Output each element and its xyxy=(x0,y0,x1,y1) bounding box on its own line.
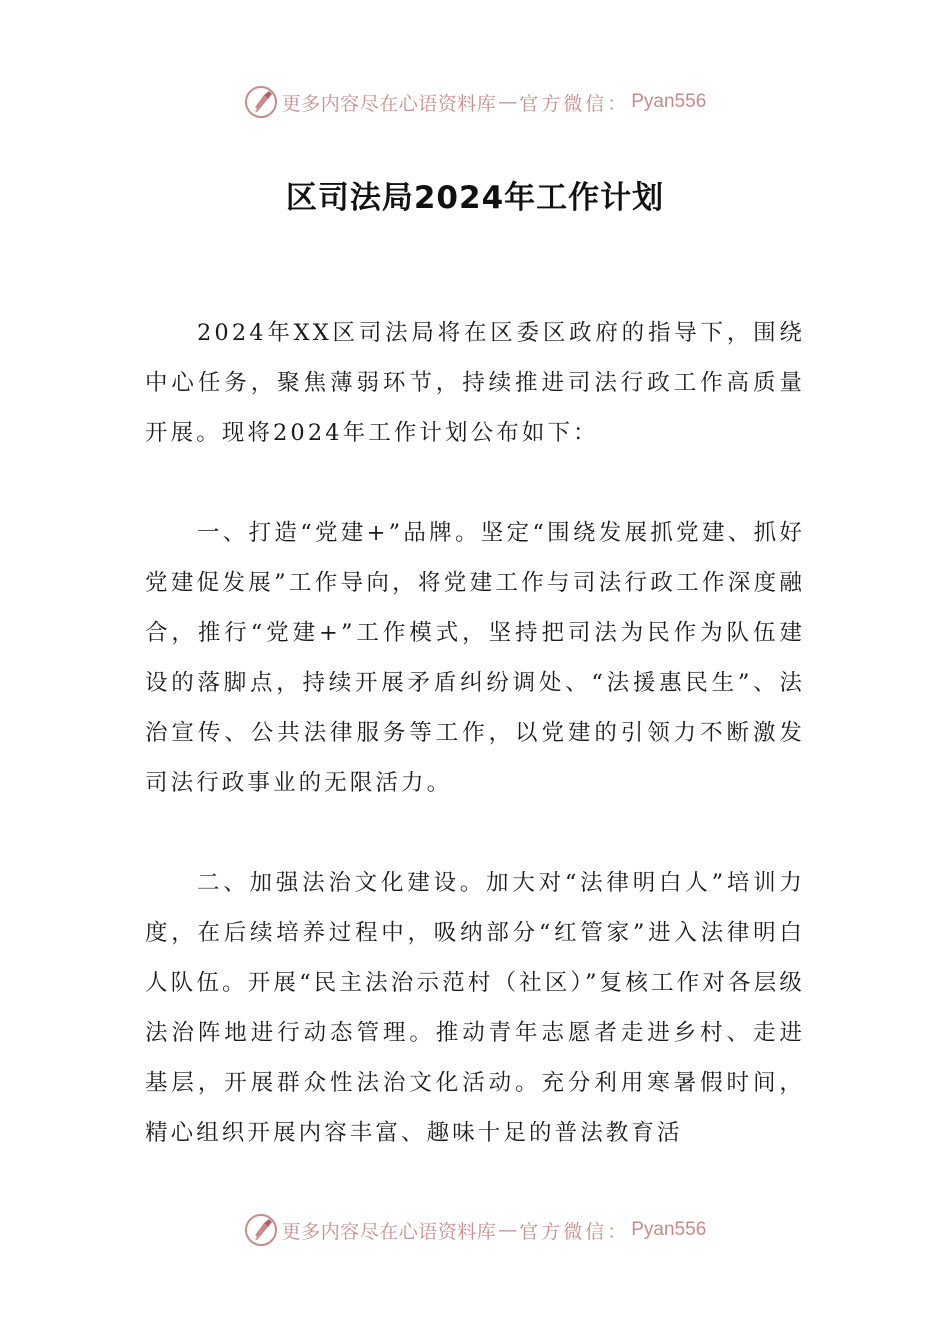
banner-text: 更多内容尽在心语资料库 xyxy=(281,92,497,115)
banner-separator: — xyxy=(498,1219,518,1241)
banner-wechat-id: Pyan556 xyxy=(631,91,707,112)
paragraph-legal-culture: 二、加强法治文化建设。加大对“法律明白人”培训力度，在后续培养过程中，吸纳部分“红管家”进入法律明白人队伍。开展“民主法治示范村（社区）”复核工作对各层级法治阵地进行动态管理。推动青年志愿者走进乡村、走进基层，开展群众性法治文化活动。充分利用寒暑假时间，精心组织开展内容丰富、趣味十足的普法教育活 xyxy=(145,870,805,1146)
paragraph-intro: 2024年XX区司法局将在区委区政府的指导下，围绕中心任务，聚焦薄弱环节，持续推进司法行政工作高质量开展。现将2024年工作计划公布如下： xyxy=(145,320,805,446)
banner-wechat-id: Pyan556 xyxy=(631,1219,707,1240)
banner-separator: — xyxy=(498,91,518,113)
banner-tag: 官方微信： xyxy=(519,92,630,115)
document-title: 区司法局2024年工作计划 xyxy=(285,180,665,216)
banner-text: 更多内容尽在心语资料库 xyxy=(281,1220,497,1243)
header-watermark-banner xyxy=(0,82,950,122)
pen-nib-logo-icon xyxy=(244,85,278,119)
paragraph-party-building: 一、打造“党建+”品牌。坚定“围绕发展抓党建、抓好党建促发展”工作导向，将党建工作与司法行政工作深度融合，推行“党建+”工作模式，坚持把司法为民作为队伍建设的落脚点，持续开展矛盾纠纷调处、“法援惠民生”、法治宣传、公共法律服务等工作，以党建的引领力不断激发司法行政事业的无限活力。 xyxy=(145,520,805,796)
banner-tag: 官方微信： xyxy=(519,1220,630,1243)
pen-nib-logo-icon xyxy=(244,1213,278,1247)
footer-watermark-banner xyxy=(0,1210,950,1250)
document-body xyxy=(145,308,805,1208)
